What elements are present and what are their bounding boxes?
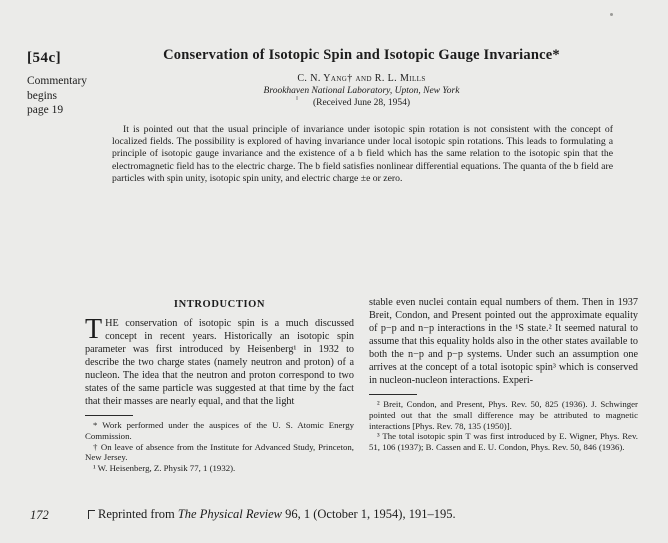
paper-title: Conservation of Isotopic Spin and Isotopic Gauge Invariance* xyxy=(163,47,560,63)
reprint-suffix: 96, 1 (October 1, 1954), 191–195. xyxy=(281,507,456,521)
book-page-number: 172 xyxy=(30,508,49,522)
footnote-leave-of-absence: † On leave of absence from the Institute for Advanced Study, Princeton, New Jersey. xyxy=(85,441,354,463)
drop-cap: T xyxy=(85,314,103,345)
footnote-rule-left xyxy=(85,415,133,416)
paper-index-tag: [54c] xyxy=(27,50,62,66)
authors-line: C. N. Yang† and R. L. Mills xyxy=(297,73,426,84)
left-column xyxy=(85,296,354,474)
abstract-text: It is pointed out that the usual principle of invariance under isotopic spin rotation is not consistent with the concept of localized fields. The possibility is explored of having invariance under local isotopic spin rotations. This leads to formulating a principle of isotopic gauge invariance and the existence of a b field which has the same relation to the isotopic spin that the electromagnetic field has to the electric charge. The b field satisfies nonlinear differential equations. The quanta of the b field are particles with spin unity, isotopic spin unity, and electric charge ±e or zero. xyxy=(112,124,613,184)
reprint-prefix: Reprinted from xyxy=(98,507,178,521)
reprint-caption xyxy=(88,507,456,522)
footnote-reference-3: ³ The total isotopic spin T was first introduced by E. Wigner, Phys. Rev. 51, 106 (1937); B. Cassen and E. U. Condon, Phys. Rev. 50, 846 (1936). xyxy=(369,431,638,453)
scan-speck xyxy=(610,13,613,16)
journal-name: The Physical Review xyxy=(177,507,282,521)
introduction-heading: INTRODUCTION xyxy=(173,299,266,310)
footnote-work-auspices: * Work performed under the auspices of the U. S. Atomic Energy Commission. xyxy=(85,420,354,441)
footnote-reference-2: ² Breit, Condon, and Present, Phys. Rev. 50, 825 (1936). J. Schwinger pointed out that the small difference may be attributed to magnetic interactions [Phys. Rev. 78, 135 (1950)]. xyxy=(369,399,638,431)
corner-mark-icon xyxy=(88,510,95,519)
received-date-line: (Received June 28, 1954) xyxy=(312,98,411,108)
intro-paragraph-right: stable even nuclei contain equal numbers of them. Then in 1937 Breit, Condon, and Present pointed out the approximate equality of p−p and n−p interactions in the ¹S state.² It seemed natural to assume that this equality holds also in the other states available to both the n−p and p−p systems. Under such an assumption one arrives at the concept of a total isotopic spin³ which is conserved in nucleon-nucleon interactions. Experi- xyxy=(369,297,638,386)
footnote-rule-right xyxy=(369,394,417,395)
paper-header xyxy=(85,47,638,108)
commentary-note-line2: begins xyxy=(27,89,58,102)
footnote-reference-1: ¹ W. Heisenberg, Z. Physik 77, 1 (1932). xyxy=(93,463,236,474)
intro-paragraph-left xyxy=(85,314,354,408)
commentary-note-line3: page 19 xyxy=(27,104,64,117)
affiliation-line: Brookhaven National Laboratory, Upton, New York xyxy=(263,86,460,96)
right-column xyxy=(369,296,638,474)
two-column-body xyxy=(85,296,638,474)
commentary-note-line1: Commentary xyxy=(27,75,88,87)
intro-paragraph-left-text: HE conservation of isotopic spin is a much discussed concept in recent years. Historically an isotopic spin parameter was first introduced by Heisenberg¹ in 1932 to describe the two charge states (namely neutron and proton) of a nucleon. The idea that the neutron and proton correspond to two states of the same particle was suggested at that time by the fact that their masses are nearly equal, and that the light xyxy=(85,318,354,407)
